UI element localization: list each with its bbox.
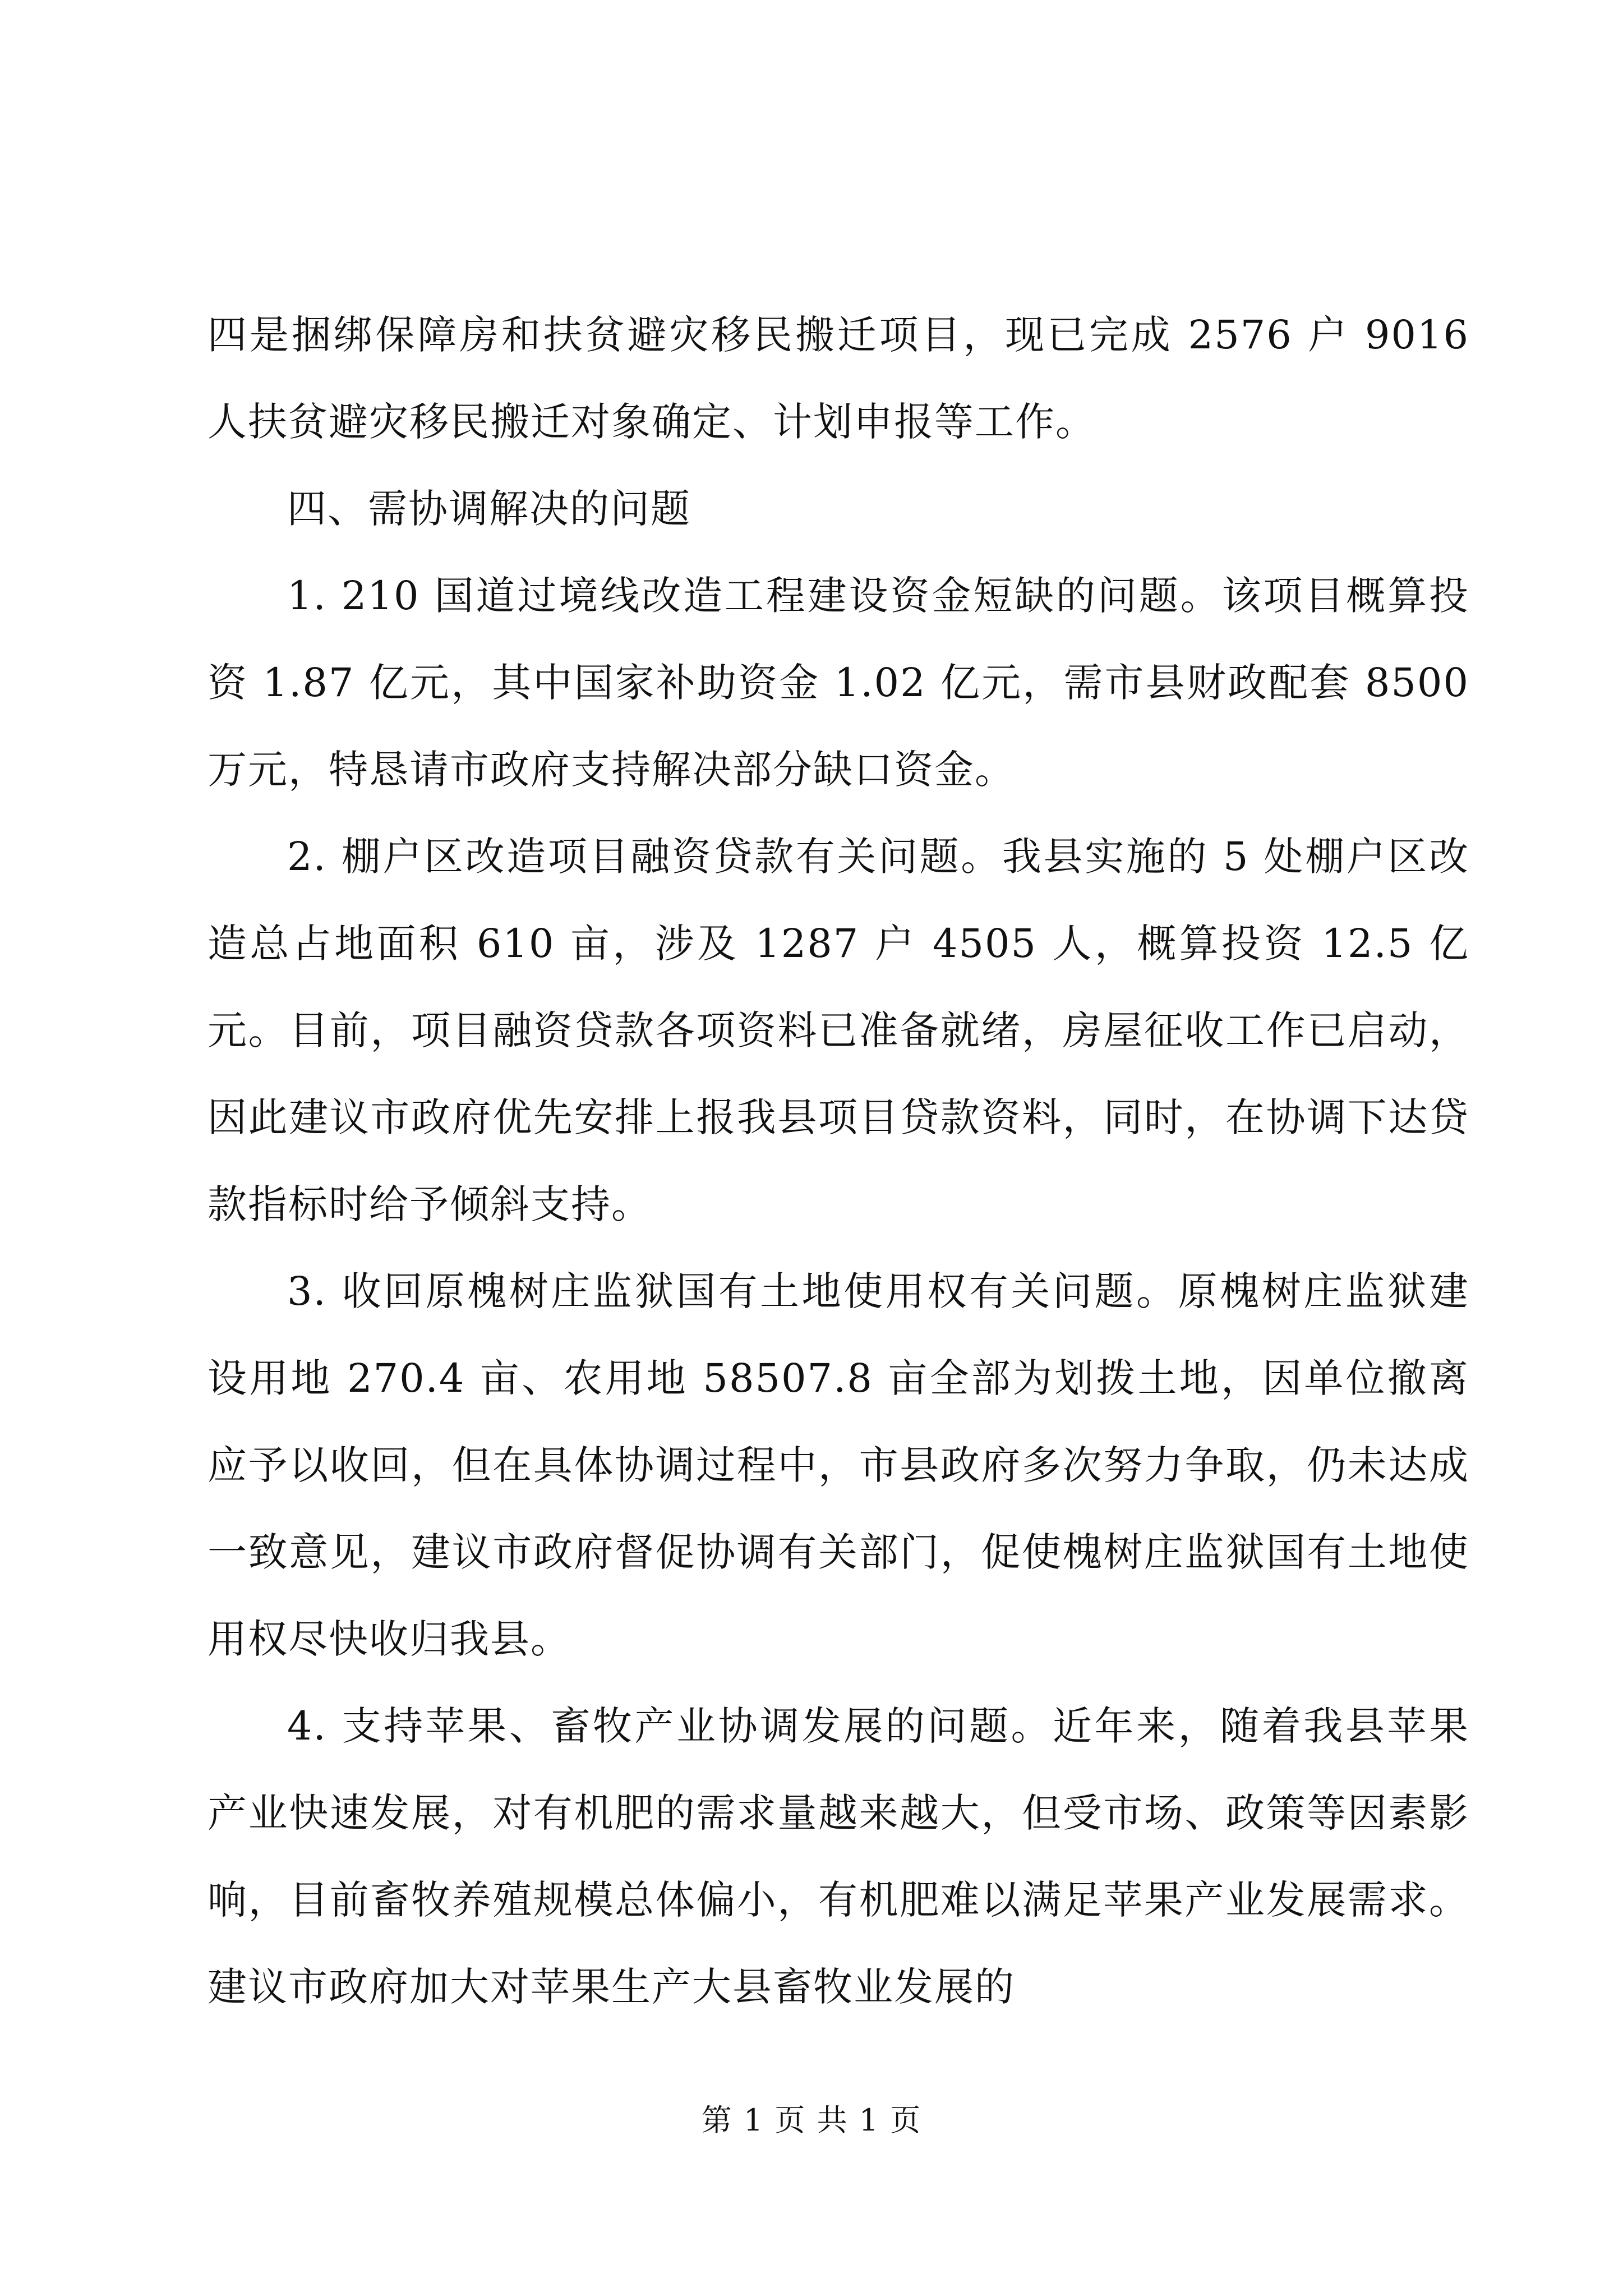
paragraph-relocation-continuation: 四是捆绑保障房和扶贫避灾移民搬迁项目，现已完成 2576 户 9016 人扶贫避灾移民搬迁对象确定、计划申报等工作。 [208,312,1469,445]
document-body [208,292,1469,2031]
page-footer: 第 1 页 共 1 页 [701,2102,922,2138]
paragraph-issue-1: 1. 210 国道过境线改造工程建设资金短缺的问题。该项目概算投资 1.87 亿元，其中国家补助资金 1.02 亿元，需市县财政配套 8500 万元，特恳请市政府支持解决部分缺口资金。 [208,573,1469,793]
section-heading-issues: 四、需协调解决的问题 [287,486,691,532]
paragraph-issue-2: 2. 棚户区改造项目融资贷款有关问题。我县实施的 5 处棚户区改造总占地面积 610 亩，涉及 1287 户 4505 人，概算投资 12.5 亿元。目前，项目融资贷款各项资料已准备就绪，房屋征收工作已启动，因此建议市政府优先安排上报我县项目贷款资料，同时，在协调下达贷款指标时给予倾斜支持。 [208,834,1469,1227]
paragraph-issue-4: 4. 支持苹果、畜牧产业协调发展的问题。近年来，随着我县苹果产业快速发展，对有机肥的需求量越来越大，但受市场、政策等因素影响，目前畜牧养殖规模总体偏小，有机肥难以满足苹果产业发展需求。建议市政府加大对苹果生产大县畜牧业发展的 [208,1703,1469,2010]
paragraph-issue-3: 3. 收回原槐树庄监狱国有土地使用权有关问题。原槐树庄监狱建设用地 270.4 亩、农用地 58507.8 亩全部为划拨土地，因单位撤离应予以收回，但在具体协调过程中，市县政府多次努力争取，仍未达成一致意见，建议市政府督促协调有关部门，促使槐树庄监狱国有土地使用权尽快收归我县。 [208,1268,1469,1662]
